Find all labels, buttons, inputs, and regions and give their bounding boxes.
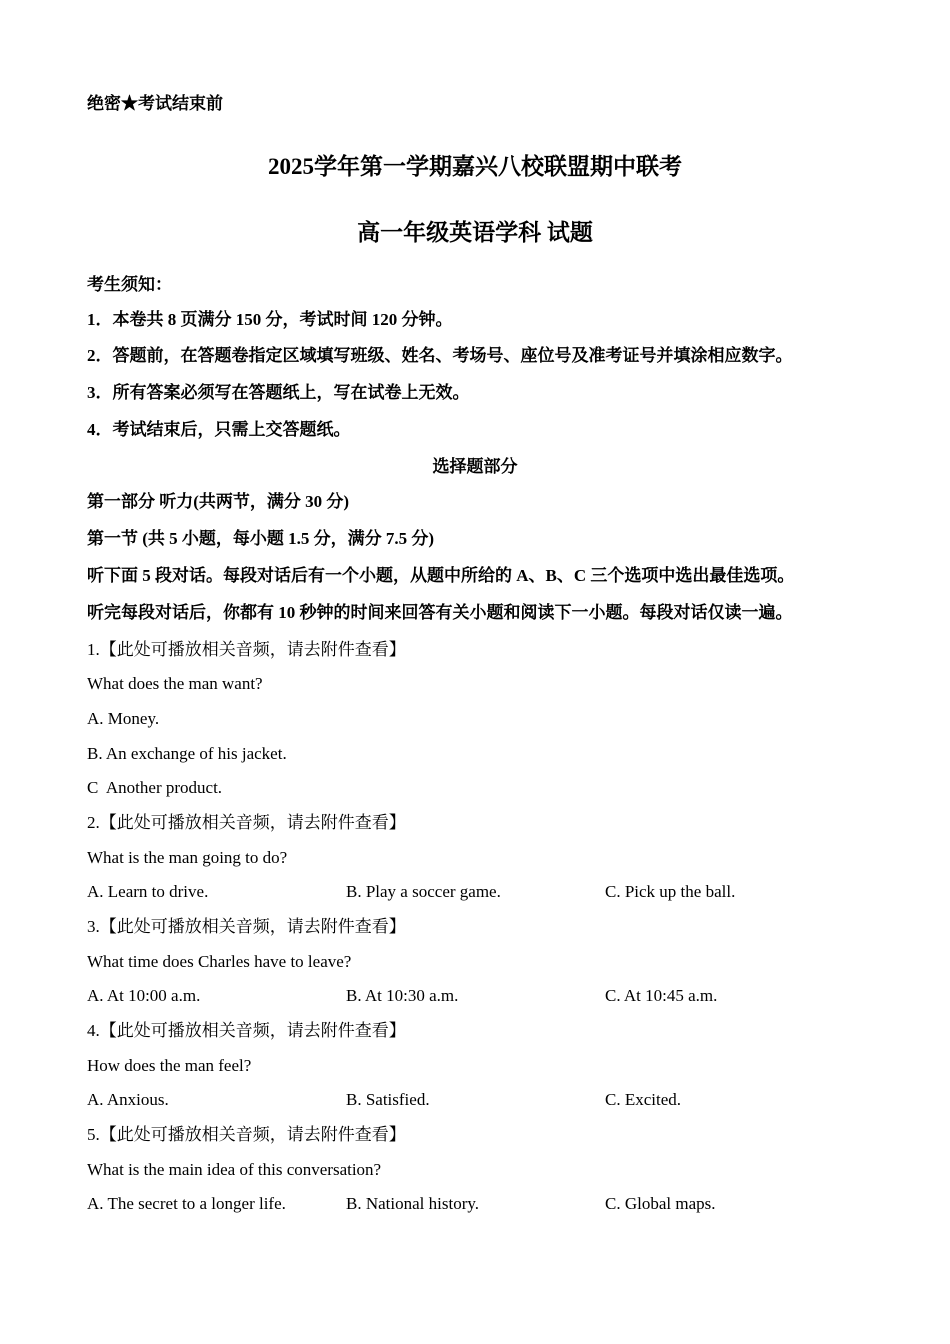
notice-item-1: 1．本卷共 8 页满分 150 分，考试时间 120 分钟。: [87, 310, 453, 329]
audio-placeholder-1[interactable]: 1.【此处可播放相关音频，请去附件查看】: [87, 640, 406, 659]
q4-option-c: C. Excited.: [605, 1090, 682, 1109]
q4-option-b: B. Satisfied.: [346, 1090, 430, 1109]
q2-option-c: C. Pick up the ball.: [605, 882, 736, 901]
audio-placeholder-5[interactable]: 5.【此处可播放相关音频，请去附件查看】: [87, 1125, 406, 1144]
q3-option-a: A. At 10:00 a.m.: [87, 986, 201, 1005]
q1-option-c: C Another product.: [87, 778, 223, 797]
q5-option-b: B. National history.: [346, 1194, 479, 1213]
q5-option-c: C. Global maps.: [605, 1194, 716, 1213]
q2-option-a: A. Learn to drive.: [87, 882, 209, 901]
section-heading: 选择题部分: [432, 457, 518, 476]
notice-item-4: 4．考试结束后，只需上交答题纸。: [87, 420, 351, 439]
question-3: What time does Charles have to leave?: [87, 952, 352, 971]
part-heading: 第一部分 听力(共两节，满分 30 分): [87, 492, 350, 511]
q4-option-a: A. Anxious.: [87, 1090, 169, 1109]
secret-mark: 绝密★考试结束前: [87, 94, 223, 113]
q1-option-a: A. Money.: [87, 709, 160, 728]
question-1: What does the man want?: [87, 674, 263, 693]
audio-placeholder-2[interactable]: 2.【此处可播放相关音频，请去附件查看】: [87, 813, 406, 832]
notice-item-3: 3．所有答案必须写在答题纸上，写在试卷上无效。: [87, 383, 470, 402]
exam-subtitle: 高一年级英语学科 试题: [357, 220, 593, 245]
question-5: What is the main idea of this conversation?: [87, 1160, 382, 1179]
subsection-heading: 第一节 (共 5 小题，每小题 1.5 分，满分 7.5 分): [87, 529, 435, 548]
q3-option-c: C. At 10:45 a.m.: [605, 986, 718, 1005]
audio-placeholder-4[interactable]: 4.【此处可播放相关音频，请去附件查看】: [87, 1021, 406, 1040]
audio-placeholder-3[interactable]: 3.【此处可播放相关音频，请去附件查看】: [87, 917, 406, 936]
q1-option-b: B. An exchange of his jacket.: [87, 744, 287, 763]
notice-item-2: 2．答题前，在答题卷指定区域填写班级、姓名、考场号、座位号及准考证号并填涂相应数字。: [87, 346, 793, 365]
instruction-line-1: 听下面 5 段对话。每段对话后有一个小题，从题中所给的 A、B、C 三个选项中选出最佳选项。: [87, 566, 795, 585]
instruction-line-2: 听完每段对话后，你都有 10 秒钟的时间来回答有关小题和阅读下一小题。每段对话仅读一遍。: [87, 603, 793, 622]
question-4: How does the man feel?: [87, 1056, 252, 1075]
notice-heading: 考生须知：: [87, 275, 172, 294]
question-2: What is the man going to do?: [87, 848, 288, 867]
exam-title: 2025学年第一学期嘉兴八校联盟期中联考: [268, 154, 682, 179]
q5-option-a: A. The secret to a longer life.: [87, 1194, 286, 1213]
q3-option-b: B. At 10:30 a.m.: [346, 986, 459, 1005]
q2-option-b: B. Play a soccer game.: [346, 882, 501, 901]
